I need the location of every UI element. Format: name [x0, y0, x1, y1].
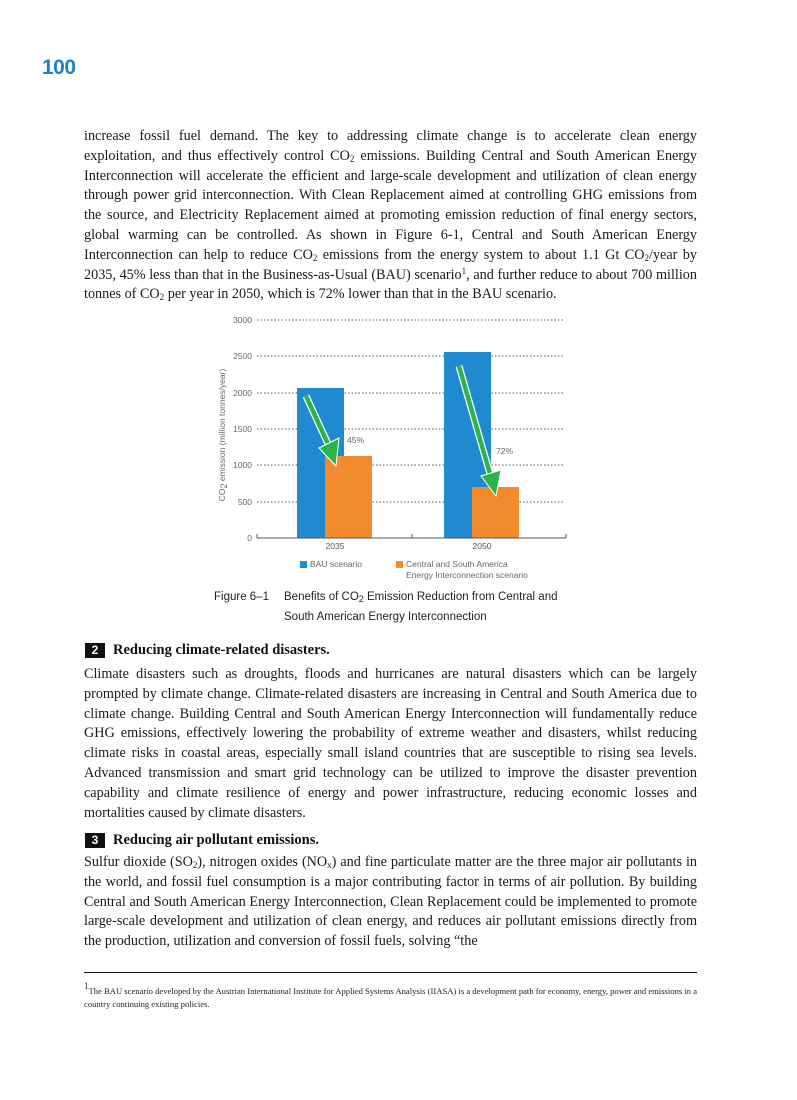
y-tick: 3000: [233, 315, 252, 325]
y-tick: 2000: [233, 388, 252, 398]
chart-canvas: [205, 310, 585, 600]
y-tick: 500: [237, 497, 252, 507]
paragraph-climate-disasters: Climate disasters such as droughts, floods and hurricanes are natural disasters which can be largely prompted by climate change. Climate-related disasters are increasing in Central and South America due to climate change. Building Central and South American Energy Interconnection will fundamentally reduce GHG emissions, effectively lowering the probability of extreme weather and disasters, whilst reducing climate risks in coastal areas, especially small island countries that are susceptible to rising sea levels. Advanced transmission and smart grid technology can be utilized to improve the disaster prevention capability and climate resilience of energy and power infrastructure, reducing economic losses and mortalities caused by climate disasters.: [84, 666, 697, 821]
paragraph-air-pollutants: Sulfur dioxide $(SO_2)$, nitrogen oxides $(NO_x)$ and fine particulate matter are the three major air pollutants in the world, and fossil fuel consumption is a major contributing factor in terms of air pollution. By building Central and South American Energy Interconnection, Clean Replacement could be implemented to promote large-scale development and utilization of clean energy, and reduces air pollutant emissions directly from the production, utilization and conversion of fossil fuels, solving “the: [84, 854, 698, 950]
section-number-badge: 2: [85, 643, 105, 658]
x-tick-2035: 2035: [325, 541, 345, 551]
bar-csaei-2035: [325, 456, 372, 538]
co2-emission-bar-chart: [205, 310, 585, 600]
footnote: $^1$The BAU scenario developed by the Austrian International Institute for Applied Systems Analysis (IIASA) is a development path for economy, energy, power and emissions in a country continuing existing policies.: [84, 981, 698, 1009]
section-heading-2: [85, 642, 330, 659]
footnote-divider: [84, 972, 697, 973]
reduction-label-2035: 45%: [347, 435, 365, 445]
section-title: Reducing air pollutant emissions.: [113, 832, 319, 848]
figure-number: Figure 6–1: [214, 591, 269, 603]
y-axis-title: $CO_2$ emission (million tonnes/year): [217, 368, 229, 502]
section-number-badge: 3: [85, 833, 105, 848]
y-tick: 0: [247, 533, 252, 543]
x-tick-2050: 2050: [472, 541, 492, 551]
reduction-label-2050: 72%: [496, 446, 514, 456]
footnote-ref[interactable]: 1: [461, 265, 467, 276]
y-tick: 1000: [233, 460, 252, 470]
page-number: 100: [42, 56, 76, 79]
paragraph-co2-reduction: increase fossil fuel demand. The key to addressing climate change is to accelerate clean energy exploitation, and thus effectively control $CO_2$ emissions. Building Central and South American Energy Interconnection will accelerate the efficient and large-scale development and utilization of clean energy through power grid interconnection. With Clean Replacement aimed at controlling GHG emissions from the source, and Electricity Replacement aimed at promoting emission reduction of final energy sectors, global warming can be controlled. As shown in Figure 6-1, Central and South American Energy Interconnection can help to reduce $CO_2$ emissions from the energy system to about 1.1 Gt $CO_2$/year by 2035, 45% less than that in the Business-as-Usual (BAU) scenario$^1$, and further reduce to about 700 million tonnes of $CO_2$ per year in 2050, which is 72% lower than that in the BAU scenario.: [84, 128, 697, 303]
y-tick: 2500: [233, 351, 252, 361]
legend-item-csaei: Central and South America Energy Interconnection scenario: [396, 559, 528, 581]
legend-swatch-orange: [396, 561, 403, 568]
figure-title: Benefits of $CO_2$ Emission Reduction from Central and South American Energy Interconnection: [284, 591, 558, 623]
legend-swatch-blue: [300, 561, 307, 568]
y-tick: 1500: [233, 424, 252, 434]
section-title: Reducing climate-related disasters.: [113, 642, 330, 658]
legend-item-bau: BAU scenario: [300, 559, 362, 570]
section-heading-3: [85, 832, 319, 849]
